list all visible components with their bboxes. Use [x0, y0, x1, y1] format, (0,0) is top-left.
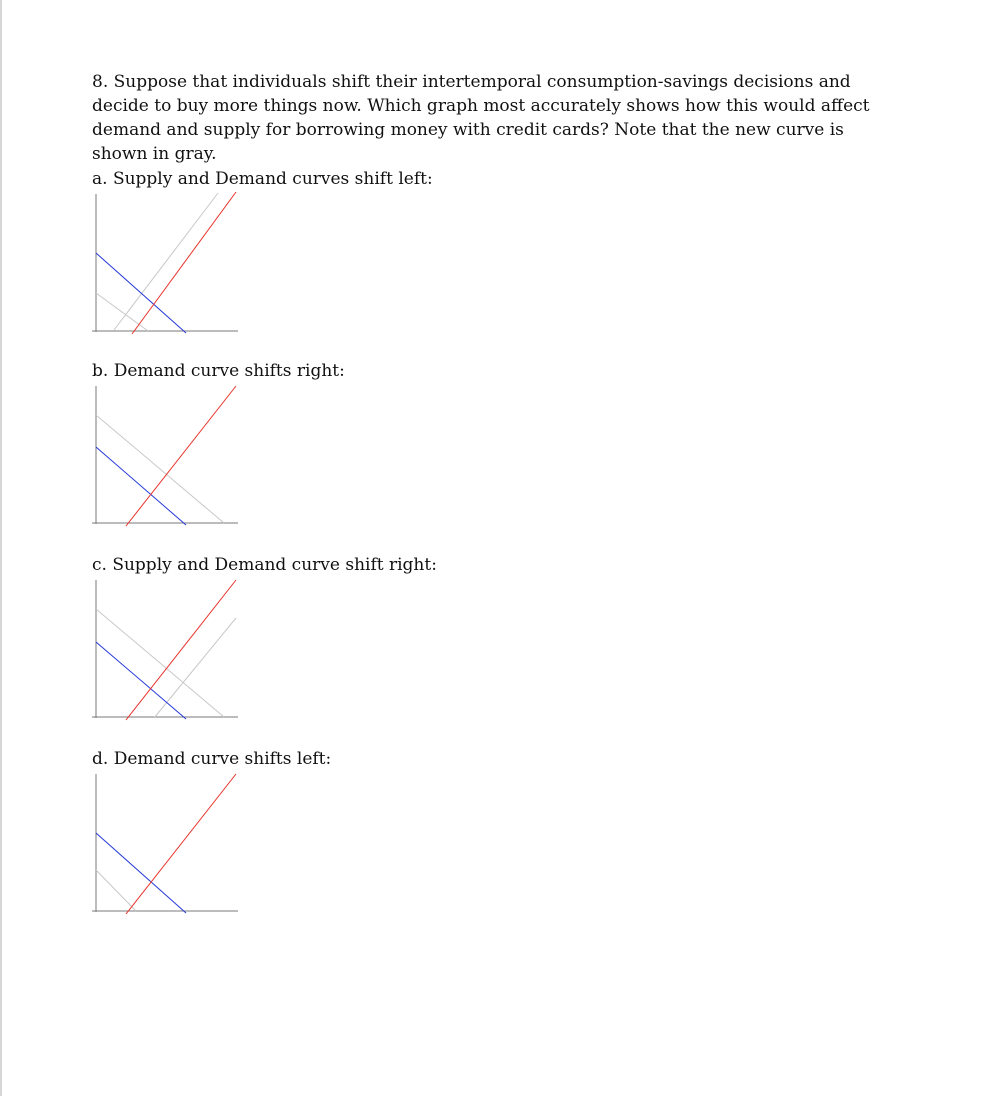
new-demand-curve-gray	[96, 415, 224, 523]
supply-curve	[126, 386, 236, 526]
demand-curve	[96, 447, 186, 525]
demand-curve	[96, 642, 186, 719]
new-demand-curve-gray	[96, 870, 136, 911]
option-b-graph	[90, 382, 242, 530]
supply-curve	[126, 580, 236, 720]
option-a-graph	[90, 190, 242, 338]
option-b-label: b. Demand curve shifts right:	[92, 361, 345, 381]
option-a-label: a. Supply and Demand curves shift left:	[92, 169, 433, 189]
option-c-label: c. Supply and Demand curve shift right:	[92, 555, 437, 575]
supply-curve	[132, 192, 236, 334]
supply-curve	[126, 774, 236, 914]
new-demand-curve-gray	[96, 609, 224, 717]
option-d-label: d. Demand curve shifts left:	[92, 749, 332, 769]
option-c-graph	[90, 576, 242, 724]
new-supply-curve-gray	[114, 193, 218, 330]
option-d-graph	[90, 770, 242, 918]
question-text: 8. Suppose that individuals shift their intertemporal consumption-savings decisions and decide to buy more things now. Which graph most accurately shows how this would affect demand and supply for borrowing money with credit cards? Note that the new curve is shown in gray.	[92, 72, 870, 164]
demand-curve	[96, 833, 186, 913]
new-demand-curve-gray	[96, 293, 148, 331]
